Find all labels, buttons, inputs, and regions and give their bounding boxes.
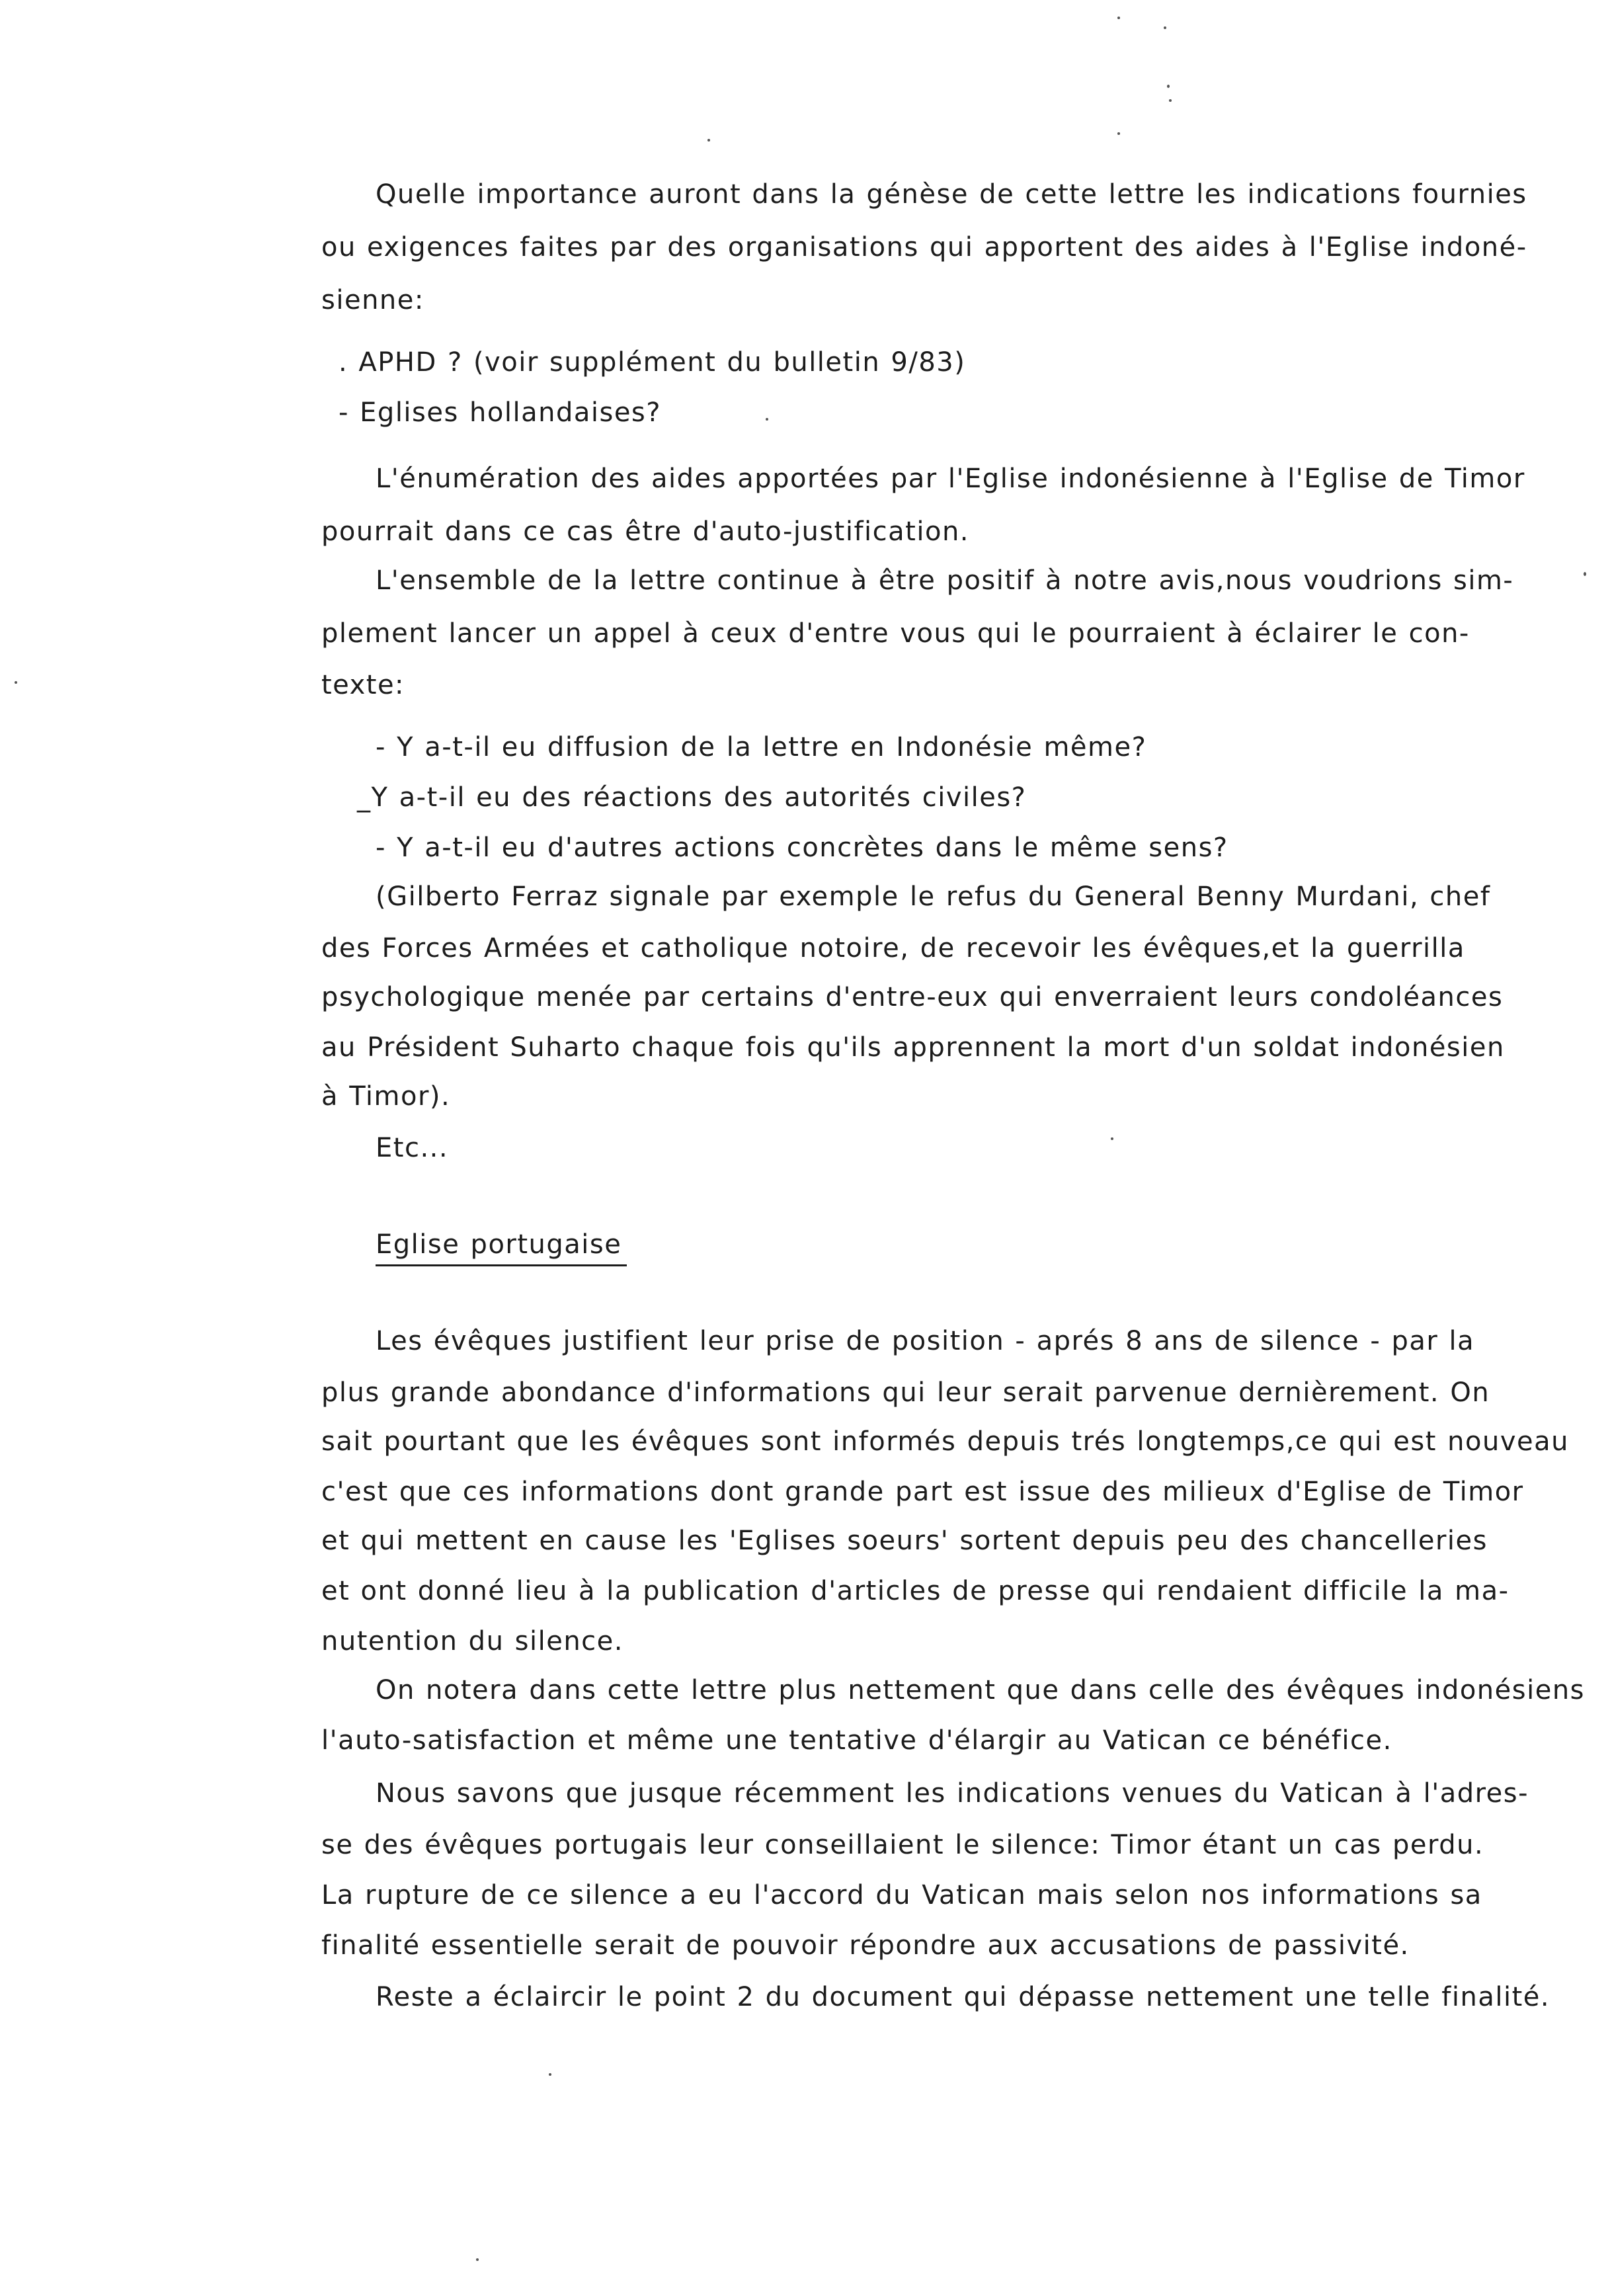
scan-speck: [707, 139, 710, 142]
paragraph-5-line: et ont donné lieu à la publication d'articles de presse qui rendaient difficile la ma-: [321, 1576, 1509, 1606]
paragraph-3-line: texte:: [321, 670, 405, 700]
scan-speck: [1164, 26, 1166, 29]
paragraph-5-line: nutention du silence.: [321, 1626, 623, 1657]
heading-underline: [376, 1264, 627, 1266]
paragraph-5-line: et qui mettent en cause les 'Eglises soeurs' sortent depuis peu des chancelleries: [321, 1526, 1488, 1556]
scan-speck: [766, 418, 768, 421]
scan-speck: [1167, 85, 1170, 88]
paragraph-2-line: pourrait dans ce cas être d'auto-justification.: [321, 516, 970, 547]
question-item: - Y a-t-il eu diffusion de la lettre en Indonésie même?: [376, 732, 1147, 762]
paragraph-4-line: au Président Suharto chaque fois qu'ils apprennent la mort d'un soldat indonésien: [321, 1032, 1505, 1063]
paragraph-3-line: L'ensemble de la lettre continue à être positif à notre avis,nous voudrions sim-: [376, 565, 1514, 596]
paragraph-1-line: Quelle importance auront dans la génèse de cette lettre les indications fournies: [376, 179, 1527, 210]
scan-speck: [476, 2258, 479, 2261]
paragraph-7-line: finalité essentielle serait de pouvoir répondre aux accusations de passivité.: [321, 1930, 1410, 1961]
scan-speck: [1111, 1137, 1113, 1140]
paragraph-4-line: (Gilberto Ferraz signale par exemple le refus du General Benny Murdani, chef: [376, 882, 1491, 912]
scan-speck: [1117, 17, 1120, 19]
paragraph-2-line: L'énumération des aides apportées par l'Eglise indonésienne à l'Eglise de Timor: [376, 464, 1525, 494]
paragraph-5-line: sait pourtant que les évêques sont informés depuis trés longtemps,ce qui est nouveau: [321, 1426, 1569, 1457]
paragraph-7-line: Nous savons que jusque récemment les indications venues du Vatican à l'adres-: [376, 1778, 1529, 1809]
scan-speck: [1169, 99, 1172, 102]
scan-speck: [1584, 572, 1586, 576]
question-item: - Y a-t-il eu d'autres actions concrètes dans le même sens?: [376, 833, 1228, 863]
paragraph-8-line: Reste a éclaircir le point 2 du document qui dépasse nettement une telle finalité.: [376, 1982, 1550, 2012]
paragraph-4-line: psychologique menée par certains d'entre-eux qui enverraient leurs condoléances: [321, 982, 1504, 1012]
paragraph-6-line: l'auto-satisfaction et même une tentative d'élargir au Vatican ce bénéfice.: [321, 1725, 1392, 1756]
section-heading: Eglise portugaise: [376, 1229, 622, 1260]
paragraph-5-line: Les évêques justifient leur prise de position - aprés 8 ans de silence - par la: [376, 1326, 1475, 1356]
scan-speck: [1117, 132, 1120, 135]
paragraph-7-line: se des évêques portugais leur conseillaient le silence: Timor étant un cas perdu.: [321, 1830, 1484, 1860]
scan-speck: [15, 681, 17, 684]
paragraph-4-line: des Forces Armées et catholique notoire, de recevoir les évêques,et la guerrilla: [321, 933, 1465, 964]
etc-line: Etc...: [376, 1133, 449, 1163]
paragraph-1-line: sienne:: [321, 285, 424, 315]
scan-speck: [549, 2073, 551, 2076]
question-item: _Y a-t-il eu des réactions des autorités civiles?: [357, 782, 1027, 813]
paragraph-5-line: c'est que ces informations dont grande part est issue des milieux d'Eglise de Timor: [321, 1477, 1524, 1507]
list-item: . APHD ? (voir supplément du bulletin 9/83): [339, 347, 966, 378]
list-item: - Eglises hollandaises?: [339, 397, 661, 428]
paragraph-7-line: La rupture de ce silence a eu l'accord du Vatican mais selon nos informations sa: [321, 1880, 1482, 1910]
paragraph-3-line: plement lancer un appel à ceux d'entre vous qui le pourraient à éclairer le con-: [321, 618, 1470, 649]
paragraph-4-line: à Timor).: [321, 1081, 451, 1112]
paragraph-1-line: ou exigences faites par des organisations qui apportent des aides à l'Eglise indoné-: [321, 232, 1527, 263]
paragraph-5-line: plus grande abondance d'informations qui leur serait parvenue dernièrement. On: [321, 1377, 1490, 1408]
paragraph-6-line: On notera dans cette lettre plus nettement que dans celle des évêques indonésiens: [376, 1675, 1586, 1705]
